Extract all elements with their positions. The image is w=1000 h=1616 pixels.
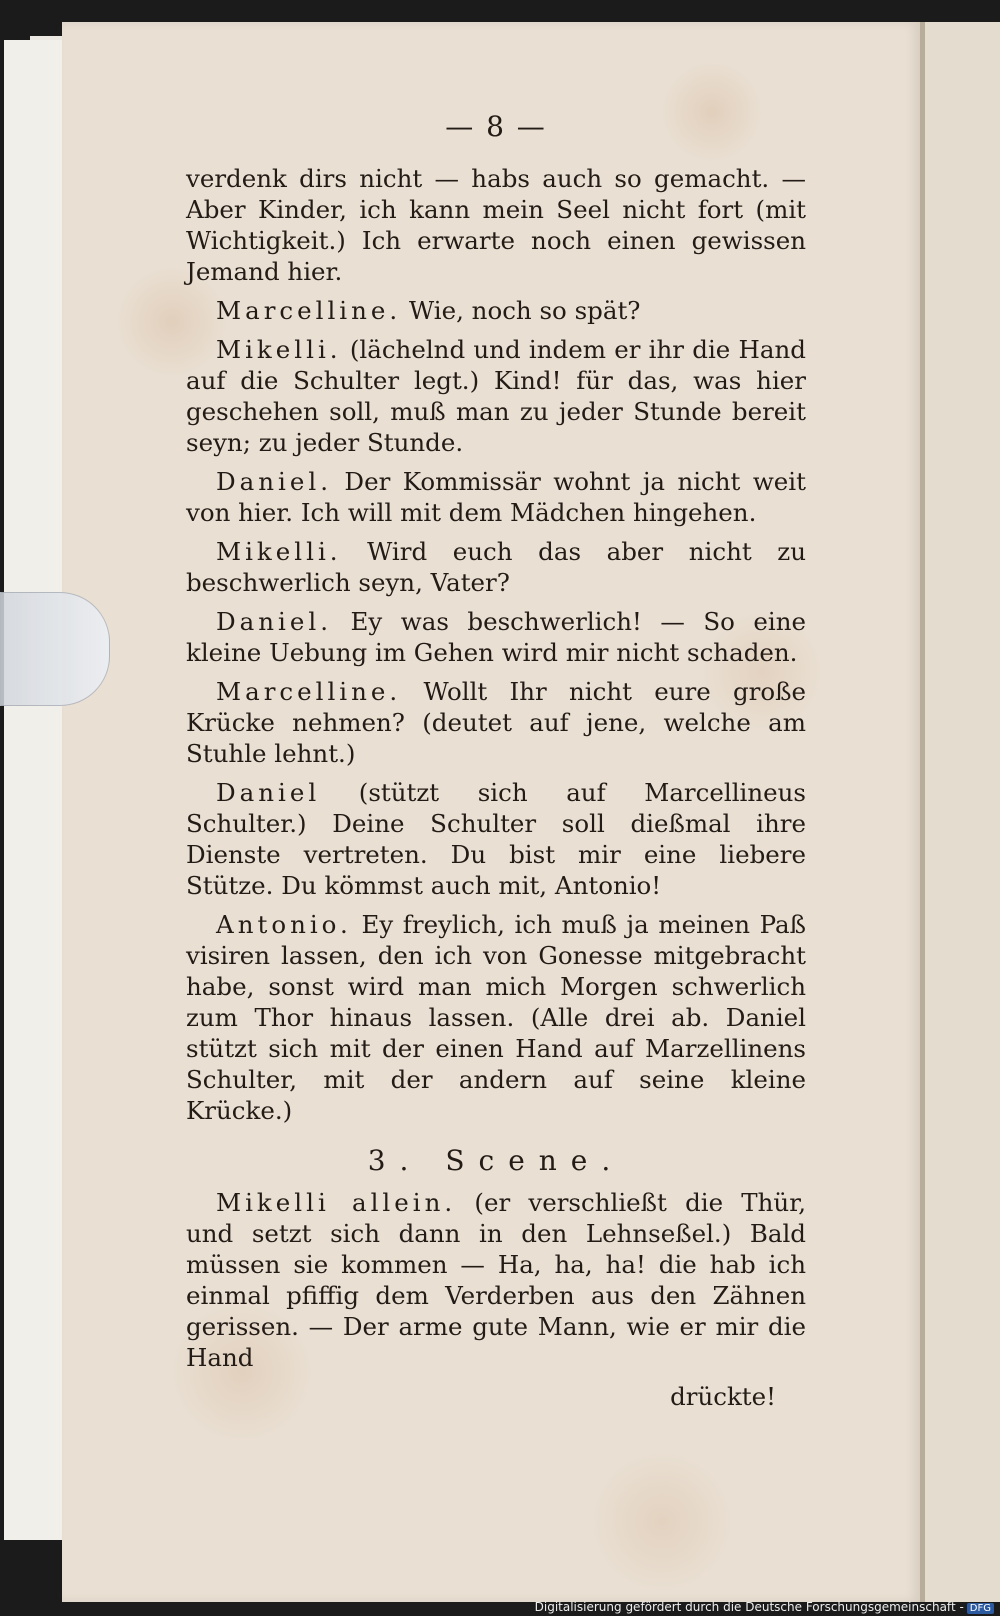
digitization-credit xyxy=(535,1600,994,1614)
speaker-name: Marcelline. xyxy=(216,296,402,325)
speaker-name: Mikelli. xyxy=(216,537,342,566)
paragraph-text: Ey freylich, ich muß ja meinen Paß visiren lassen, den ich von Gonesse mitgebracht habe, sonst wird man mich Morgen schwerlich zum Thor hinaus lassen. (Alle drei ab. Daniel stützt sich mit der einen Hand auf Marzellinens Schulter, mit der andern auf seine kleine Krücke.) xyxy=(186,910,806,1125)
paragraph xyxy=(186,466,806,528)
page-number: — 8 — xyxy=(445,110,547,143)
dfg-logo-icon: DFG xyxy=(967,1603,994,1614)
paragraph-text: Wird euch das aber nicht zu beschwerlich seyn, Vater? xyxy=(186,537,806,597)
facing-page xyxy=(925,22,1000,1602)
speaker-name: Mikelli. xyxy=(216,335,342,364)
paragraph-text: Wie, noch so spät? xyxy=(409,296,641,325)
paragraph-text: Der Kommissär wohnt ja nicht weit von hier. Ich will mit dem Mädchen hingehen. xyxy=(186,467,806,527)
paragraph xyxy=(186,295,806,326)
credit-text: Digitalisierung gefördert durch die Deutsche Forschungsgemeinschaft - xyxy=(534,1600,964,1614)
page-clip xyxy=(0,592,110,706)
paragraph-text: Ey was beschwerlich! — So eine kleine Uebung im Gehen wird mir nicht schaden. xyxy=(186,607,807,667)
scene-heading: 3. Scene. xyxy=(367,1144,625,1177)
speaker-name: Daniel xyxy=(216,778,321,807)
speaker-name: Mikelli allein. xyxy=(216,1188,457,1217)
paragraph-text: (er verschließt die Thür, und setzt sich dann in den Lehnseßel.) Bald müssen sie kommen — Ha, ha, ha! die hab ich einmal pfiffig dem Verderben aus den Zähnen gerissen. — Der arme gute Mann, wie er mir die Hand xyxy=(186,1188,807,1372)
paragraph xyxy=(186,536,806,598)
paragraph xyxy=(186,909,806,1126)
paragraph xyxy=(186,334,806,458)
paragraph xyxy=(186,777,806,901)
paragraph xyxy=(186,676,806,769)
speaker-name: Daniel. xyxy=(216,607,332,636)
page-content xyxy=(186,110,806,1420)
paragraph-text: (stützt sich auf Marcellineus Schulter.) Deine Schulter soll dießmal ihre Dienste vertreten. Du bist mir eine liebere Stütze. Du kömmst auch mit, Antonio! xyxy=(186,778,806,900)
paragraph-text: (lächelnd und indem er ihr die Hand auf die Schulter legt.) Kind! für das, was hier geschehen soll, muß man zu jeder Stunde bereit seyn; zu jeder Stunde. xyxy=(186,335,806,457)
speaker-name: Marcelline. xyxy=(216,677,402,706)
paragraph-text: Wollt Ihr nicht eure große Krücke nehmen? (deutet auf jene, welche am Stuhle lehnt.) xyxy=(186,677,806,768)
paragraph xyxy=(186,606,806,668)
paragraph xyxy=(186,1187,806,1373)
last-line: drückte! xyxy=(670,1382,776,1411)
paragraph-text: verdenk dirs nicht — habs auch so gemacht. — Aber Kinder, ich kann mein Seel nicht fort (mit Wichtigkeit.) Ich erwarte noch einen gewissen Jemand hier. xyxy=(186,164,806,286)
speaker-name: Antonio. xyxy=(216,910,352,939)
speaker-name: Daniel. xyxy=(216,467,332,496)
paragraph xyxy=(186,163,806,287)
